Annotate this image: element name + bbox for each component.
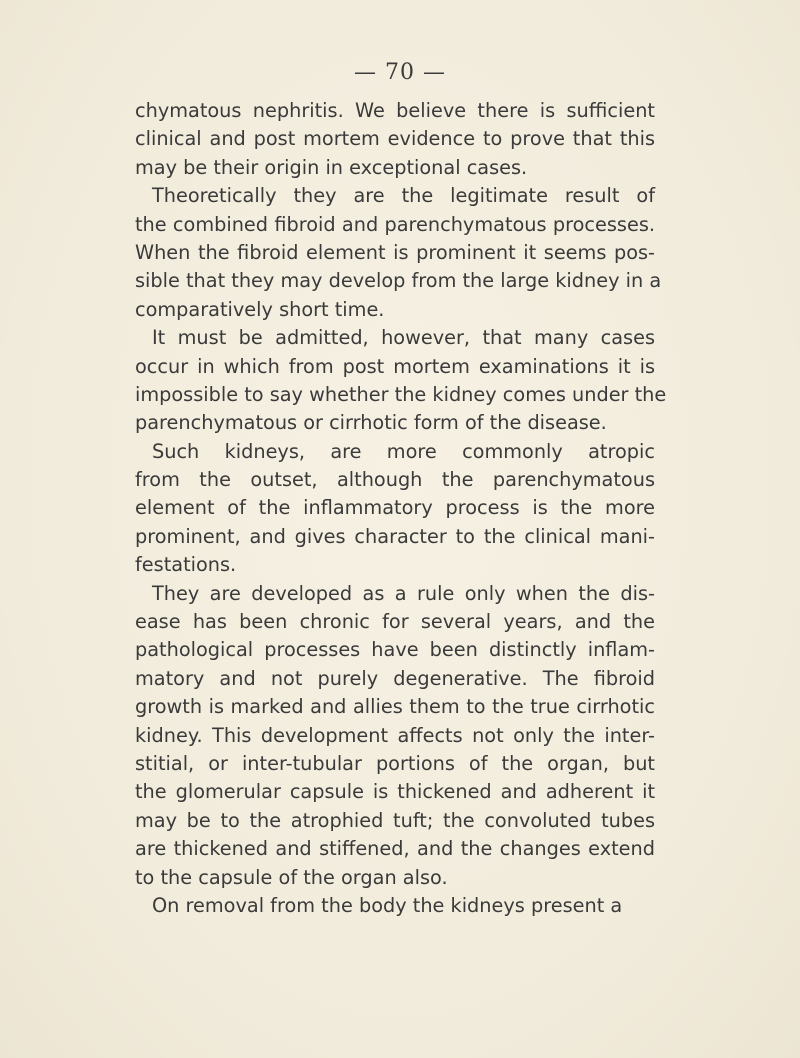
text-line: Such kidneys, are more commonly atropic [152, 439, 655, 463]
text-line: clinical and post mortem evidence to prove that this [135, 127, 655, 151]
text-line: the combined fibroid and parenchymatous processes. [135, 212, 655, 236]
text-line: element of the inflammatory process is the more [135, 496, 655, 520]
body-text [135, 97, 667, 920]
text-line: Theoretically they are the legitimate result of [152, 184, 655, 208]
text-line: matory and not purely degenerative. The fibroid [135, 666, 655, 690]
text-line: from the outset, although the parenchymatous [135, 468, 655, 492]
text-line: ease has been chronic for several years, and the [135, 610, 655, 634]
text-line: may be to the atrophied tuft; the convoluted tubes [135, 808, 655, 832]
text-line: growth is marked and allies them to the true cirrhotic [135, 695, 655, 719]
text-line: It must be admitted, however, that many cases [152, 326, 655, 350]
text-line: They are developed as a rule only when the dis- [152, 581, 655, 605]
page-number: — 70 — [354, 60, 446, 85]
text-line: may be their origin in exceptional cases. [135, 155, 528, 179]
text-line: stitial, or inter-tubular portions of the organ, but [135, 751, 655, 775]
text-line: When the fibroid element is prominent it seems pos- [135, 240, 655, 264]
text-line: sible that they may develop from the large kidney in a [135, 269, 662, 293]
text-line: kidney. This development affects not only the inter- [135, 723, 655, 747]
text-line: prominent, and gives character to the clinical mani- [135, 524, 655, 548]
text-line: occur in which from post mortem examinations it is [135, 354, 655, 378]
text-line: On removal from the body the kidneys present a [152, 893, 623, 917]
text-line: impossible to say whether the kidney comes under the [135, 382, 667, 406]
text-line: comparatively short time. [135, 297, 385, 321]
text-line: are thickened and stiffened, and the changes extend [135, 837, 655, 861]
text-line: festations. [135, 553, 237, 577]
text-line: to the capsule of the organ also. [135, 865, 448, 889]
text-line: parenchymatous or cirrhotic form of the disease. [135, 411, 607, 435]
text-line: pathological processes have been distinctly inflam- [135, 638, 655, 662]
text-line: the glomerular capsule is thickened and adherent it [135, 780, 655, 804]
text-line: chymatous nephritis. We believe there is sufficient [135, 99, 655, 122]
